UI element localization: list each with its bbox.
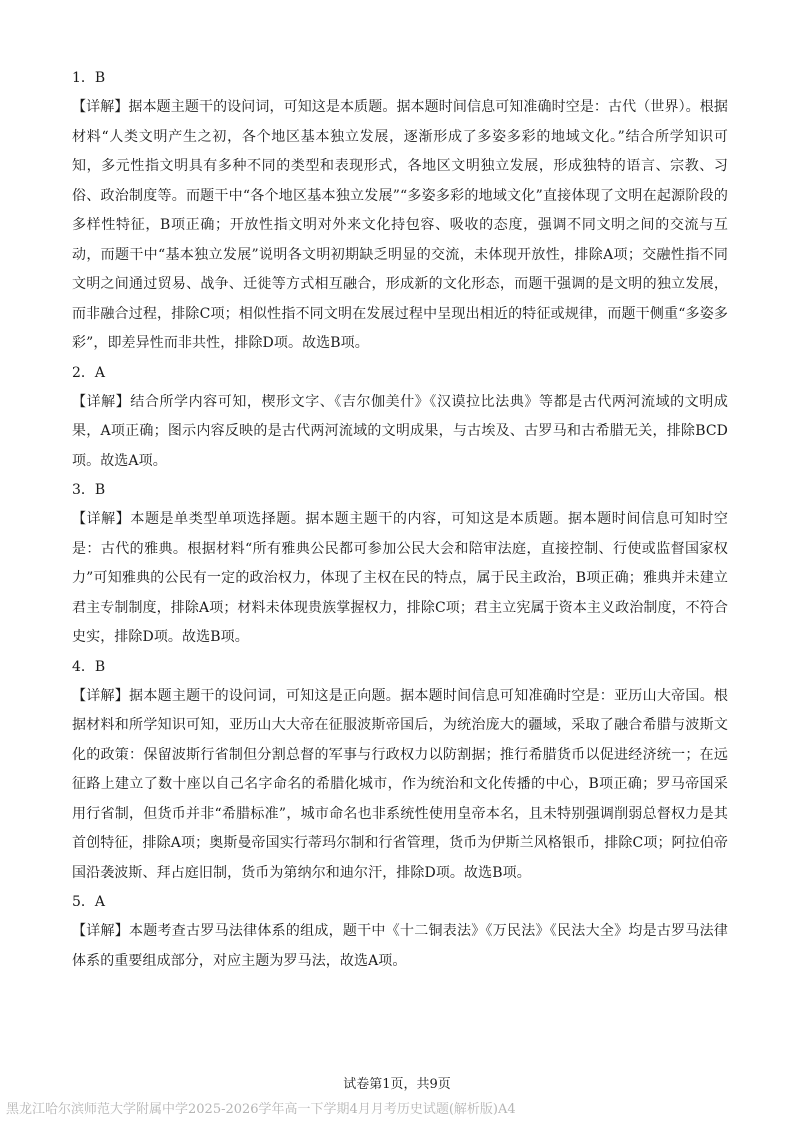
question-5 (72, 888, 728, 976)
question-5-answer: 5．A (72, 894, 106, 910)
question-1-explanation: 【详解】据本题主题干的设问词，可知这是本质题。据本题时间信息可知准确时空是：古代（世界）。根据材料“人类文明产生之初，各个地区基本独立发展，逐渐形成了多姿多彩的地域文化。”结合所学知识可知，多元性指文明具有多种不同的类型和表现形式，各地区文明独立发展，形成独特的语言、宗教、习俗、政治制度等。而题干中“各个地区基本独立发展”“多姿多彩的地域文化”直接体现了文明在起源阶段的多样性特征，B项正确；开放性指文明对外来文化持包容、吸收的态度，强调不同文明之间的交流与互动，而题干中“基本独立发展”说明各文明初期缺乏明显的交流，未体现开放性，排除A项；交融性指不同文明之间通过贸易、战争、迁徙等方式相互融合，形成新的文化形态，而题干强调的是文明的独立发展，而非融合过程，排除C项；相似性指不同文明在发展过程中呈现出相近的特征或规律，而题干侧重“多姿多彩”，即差异性而非共性，排除D项。故选B项。 (72, 99, 728, 351)
question-2-explanation: 【详解】结合所学内容可知，楔形文字、《吉尔伽美什》《汉谟拉比法典》等都是古代两河流域的文明成果，A项正确；图示内容反映的是古代两河流域的文明成果，与古埃及、古罗马和古希腊无关，排除BCD项。故选A项。 (72, 393, 728, 469)
question-3-answer: 3．B (72, 482, 106, 498)
question-2-answer: 2．A (72, 364, 106, 381)
page-footer: 试卷第1页，共9页 (343, 1077, 451, 1092)
answer-content (72, 64, 728, 976)
question-4-answer: 4．B (72, 658, 106, 675)
question-5-explanation: 【详解】本题考查古罗马法律体系的组成，题干中《十二铜表法》《万民法》《民法大全》均是古罗马法律体系的重要组成部分，对应主题为罗马法，故选A项。 (72, 923, 728, 969)
source-watermark: 黑龙江哈尔滨师范大学附属中学2025-2026学年高一下学期4月月考历史试题(解析版)A4 (6, 1102, 516, 1117)
question-2 (72, 359, 728, 477)
question-4 (72, 653, 728, 889)
question-3-explanation: 【详解】本题是单类型单项选择题。据本题主题干的内容，可知这是本质题。据本题时间信息可知时空是：古代的雅典。根据材料“所有雅典公民都可参加公民大会和陪审法庭，直接控制、行使或监督国家权力”可知雅典的公民有一定的政治权力，体现了主权在民的特点，属于民主政治，B项正确；雅典并未建立君主专制制度，排除A项；材料未体现贵族掌握权力，排除C项；君主立宪属于资本主义政治制度，不符合史实，排除D项。故选B项。 (72, 511, 728, 645)
question-4-explanation: 【详解】据本题主题干的设问词，可知这是正向题。据本题时间信息可知准确时空是：亚历山大帝国。根据材料和所学知识可知，亚历山大大帝在征服波斯帝国后，为统治庞大的疆域，采取了融合希腊与波斯文化的政策：保留波斯行省制但分割总督的军事与行政权力以防割据；推行希腊货币以促进经济统一；在远征路上建立了数十座以自己名字命名的希腊化城市，作为统治和文化传播的中心，B项正确；罗马帝国采用行省制，但货币并非“希腊标准”，城市命名也非系统性使用皇帝本名，且未特别强调削弱总督权力是其首创特征，排除A项；奥斯曼帝国实行蒂玛尔制和行省管理，货币为伊斯兰风格银币，排除C项；阿拉伯帝国沿袭波斯、拜占庭旧制，货币为第纳尔和迪尔汗，排除D项。故选B项。 (72, 687, 728, 881)
question-1-answer: 1．B (72, 70, 106, 86)
question-3 (72, 476, 728, 653)
question-1 (72, 64, 728, 359)
